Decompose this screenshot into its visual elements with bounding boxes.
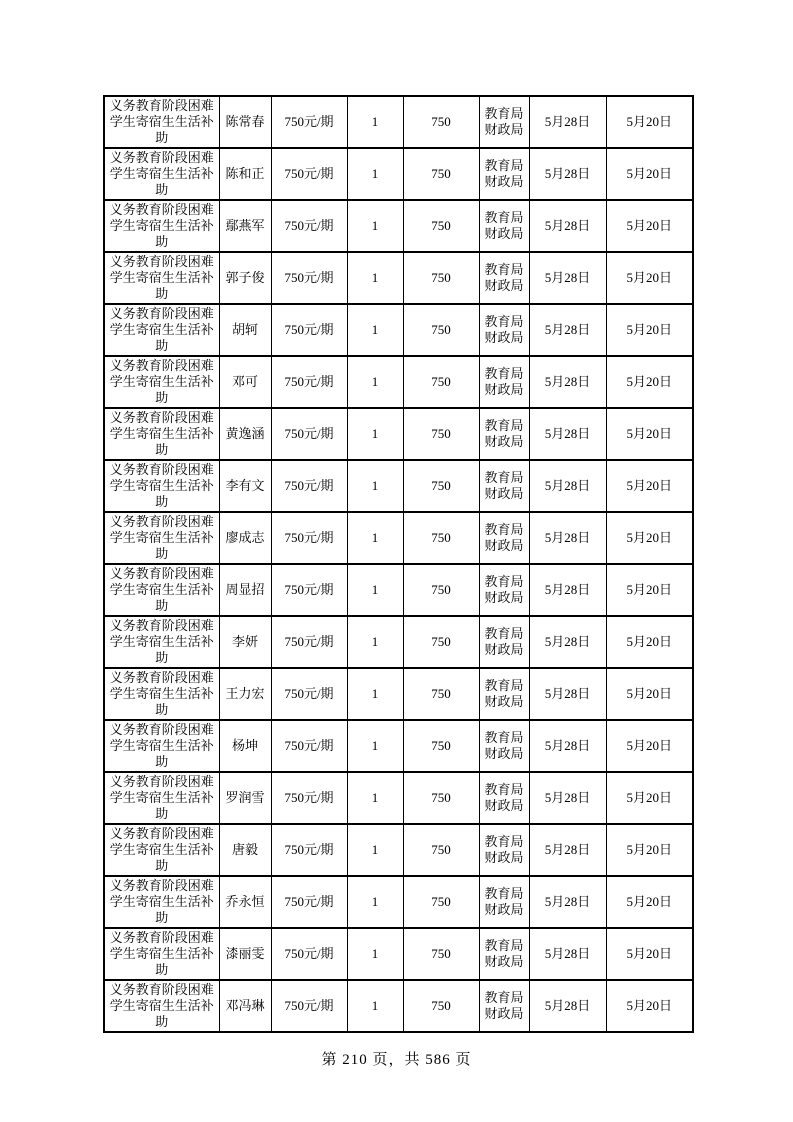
cell-recipient-name: 郭子俊 [219,252,271,304]
cell-quantity: 1 [347,980,403,1032]
cell-date-second: 5月20日 [606,512,693,564]
cell-standard: 750元/期 [271,928,347,980]
cell-standard: 750元/期 [271,356,347,408]
cell-date-first: 5月28日 [529,512,606,564]
cell-agencies: 教育局财政局 [479,356,529,408]
cell-recipient-name: 乔永恒 [219,876,271,928]
cell-subsidy-name: 义务教育阶段困难学生寄宿生生活补助 [104,408,219,460]
cell-date-second: 5月20日 [606,668,693,720]
cell-agencies: 教育局财政局 [479,668,529,720]
cell-date-first: 5月28日 [529,980,606,1032]
cell-date-first: 5月28日 [529,928,606,980]
subsidy-table-body [104,96,693,1032]
cell-date-second: 5月20日 [606,824,693,876]
cell-date-second: 5月20日 [606,980,693,1032]
cell-agencies: 教育局财政局 [479,980,529,1032]
cell-quantity: 1 [347,720,403,772]
cell-subsidy-name: 义务教育阶段困难学生寄宿生生活补助 [104,928,219,980]
cell-subsidy-name: 义务教育阶段困难学生寄宿生生活补助 [104,876,219,928]
cell-recipient-name: 胡轲 [219,304,271,356]
table-row [104,304,693,356]
cell-date-first: 5月28日 [529,720,606,772]
cell-quantity: 1 [347,408,403,460]
cell-subsidy-name: 义务教育阶段困难学生寄宿生生活补助 [104,564,219,616]
cell-amount: 750 [403,512,479,564]
cell-amount: 750 [403,252,479,304]
page-footer: 第 210 页，共 586 页 [321,1052,472,1068]
cell-standard: 750元/期 [271,304,347,356]
table-row [104,616,693,668]
cell-agencies: 教育局财政局 [479,720,529,772]
cell-quantity: 1 [347,460,403,512]
cell-date-second: 5月20日 [606,252,693,304]
cell-amount: 750 [403,928,479,980]
cell-agencies: 教育局财政局 [479,928,529,980]
cell-standard: 750元/期 [271,564,347,616]
cell-agencies: 教育局财政局 [479,824,529,876]
cell-quantity: 1 [347,772,403,824]
cell-subsidy-name: 义务教育阶段困难学生寄宿生生活补助 [104,720,219,772]
cell-amount: 750 [403,980,479,1032]
cell-standard: 750元/期 [271,824,347,876]
cell-amount: 750 [403,148,479,200]
cell-agencies: 教育局财政局 [479,96,529,148]
cell-subsidy-name: 义务教育阶段困难学生寄宿生生活补助 [104,252,219,304]
cell-agencies: 教育局财政局 [479,460,529,512]
cell-subsidy-name: 义务教育阶段困难学生寄宿生生活补助 [104,772,219,824]
cell-quantity: 1 [347,824,403,876]
cell-recipient-name: 李有文 [219,460,271,512]
cell-subsidy-name: 义务教育阶段困难学生寄宿生生活补助 [104,96,219,148]
cell-quantity: 1 [347,564,403,616]
cell-quantity: 1 [347,928,403,980]
cell-date-second: 5月20日 [606,304,693,356]
cell-recipient-name: 鄢燕军 [219,200,271,252]
cell-date-first: 5月28日 [529,304,606,356]
cell-recipient-name: 漆丽雯 [219,928,271,980]
cell-amount: 750 [403,668,479,720]
cell-standard: 750元/期 [271,616,347,668]
cell-date-second: 5月20日 [606,928,693,980]
cell-standard: 750元/期 [271,772,347,824]
cell-recipient-name: 陈和正 [219,148,271,200]
cell-recipient-name: 黄逸涵 [219,408,271,460]
cell-agencies: 教育局财政局 [479,304,529,356]
cell-date-first: 5月28日 [529,96,606,148]
cell-amount: 750 [403,824,479,876]
cell-date-second: 5月20日 [606,720,693,772]
cell-amount: 750 [403,460,479,512]
table-row [104,252,693,304]
cell-subsidy-name: 义务教育阶段困难学生寄宿生生活补助 [104,512,219,564]
cell-quantity: 1 [347,148,403,200]
table-row [104,96,693,148]
cell-date-first: 5月28日 [529,616,606,668]
table-row [104,408,693,460]
cell-recipient-name: 杨坤 [219,720,271,772]
cell-date-second: 5月20日 [606,148,693,200]
cell-date-first: 5月28日 [529,668,606,720]
cell-agencies: 教育局财政局 [479,616,529,668]
cell-recipient-name: 王力宏 [219,668,271,720]
cell-subsidy-name: 义务教育阶段困难学生寄宿生生活补助 [104,200,219,252]
cell-standard: 750元/期 [271,980,347,1032]
cell-recipient-name: 邓冯琳 [219,980,271,1032]
table-row [104,824,693,876]
cell-subsidy-name: 义务教育阶段困难学生寄宿生生活补助 [104,980,219,1032]
cell-standard: 750元/期 [271,96,347,148]
subsidy-table [103,95,694,1033]
cell-amount: 750 [403,304,479,356]
cell-agencies: 教育局财政局 [479,200,529,252]
cell-quantity: 1 [347,356,403,408]
cell-standard: 750元/期 [271,200,347,252]
cell-date-first: 5月28日 [529,252,606,304]
cell-quantity: 1 [347,512,403,564]
cell-subsidy-name: 义务教育阶段困难学生寄宿生生活补助 [104,304,219,356]
cell-date-second: 5月20日 [606,356,693,408]
cell-date-second: 5月20日 [606,200,693,252]
cell-recipient-name: 邓可 [219,356,271,408]
cell-quantity: 1 [347,616,403,668]
cell-agencies: 教育局财政局 [479,512,529,564]
cell-quantity: 1 [347,96,403,148]
cell-amount: 750 [403,356,479,408]
cell-date-first: 5月28日 [529,148,606,200]
table-row [104,356,693,408]
cell-standard: 750元/期 [271,512,347,564]
cell-quantity: 1 [347,252,403,304]
cell-agencies: 教育局财政局 [479,148,529,200]
cell-amount: 750 [403,772,479,824]
table-row [104,512,693,564]
cell-standard: 750元/期 [271,408,347,460]
cell-agencies: 教育局财政局 [479,772,529,824]
cell-date-first: 5月28日 [529,200,606,252]
table-row [104,720,693,772]
cell-subsidy-name: 义务教育阶段困难学生寄宿生生活补助 [104,668,219,720]
cell-amount: 750 [403,876,479,928]
cell-recipient-name: 罗润雪 [219,772,271,824]
table-row [104,928,693,980]
cell-quantity: 1 [347,668,403,720]
cell-standard: 750元/期 [271,460,347,512]
cell-recipient-name: 唐毅 [219,824,271,876]
cell-amount: 750 [403,96,479,148]
cell-agencies: 教育局财政局 [479,564,529,616]
cell-date-first: 5月28日 [529,876,606,928]
table-row [104,772,693,824]
cell-date-second: 5月20日 [606,460,693,512]
cell-amount: 750 [403,616,479,668]
cell-date-first: 5月28日 [529,824,606,876]
table-row [104,200,693,252]
cell-date-first: 5月28日 [529,772,606,824]
cell-quantity: 1 [347,876,403,928]
cell-agencies: 教育局财政局 [479,408,529,460]
cell-date-first: 5月28日 [529,564,606,616]
cell-subsidy-name: 义务教育阶段困难学生寄宿生生活补助 [104,460,219,512]
cell-date-second: 5月20日 [606,876,693,928]
cell-amount: 750 [403,720,479,772]
cell-date-second: 5月20日 [606,564,693,616]
cell-amount: 750 [403,200,479,252]
cell-subsidy-name: 义务教育阶段困难学生寄宿生生活补助 [104,616,219,668]
cell-date-second: 5月20日 [606,616,693,668]
table-row [104,668,693,720]
table-row [104,876,693,928]
cell-subsidy-name: 义务教育阶段困难学生寄宿生生活补助 [104,148,219,200]
cell-agencies: 教育局财政局 [479,876,529,928]
cell-date-second: 5月20日 [606,408,693,460]
table-row [104,564,693,616]
cell-date-second: 5月20日 [606,772,693,824]
cell-recipient-name: 廖成志 [219,512,271,564]
cell-recipient-name: 陈常春 [219,96,271,148]
cell-quantity: 1 [347,200,403,252]
cell-amount: 750 [403,564,479,616]
table-row [104,148,693,200]
cell-date-first: 5月28日 [529,408,606,460]
cell-recipient-name: 李妍 [219,616,271,668]
cell-standard: 750元/期 [271,720,347,772]
cell-standard: 750元/期 [271,668,347,720]
cell-quantity: 1 [347,304,403,356]
cell-recipient-name: 周显招 [219,564,271,616]
cell-subsidy-name: 义务教育阶段困难学生寄宿生生活补助 [104,824,219,876]
cell-date-second: 5月20日 [606,96,693,148]
cell-agencies: 教育局财政局 [479,252,529,304]
table-row [104,460,693,512]
cell-date-first: 5月28日 [529,356,606,408]
cell-amount: 750 [403,408,479,460]
cell-standard: 750元/期 [271,876,347,928]
cell-subsidy-name: 义务教育阶段困难学生寄宿生生活补助 [104,356,219,408]
cell-date-first: 5月28日 [529,460,606,512]
table-row [104,980,693,1032]
cell-standard: 750元/期 [271,148,347,200]
cell-standard: 750元/期 [271,252,347,304]
